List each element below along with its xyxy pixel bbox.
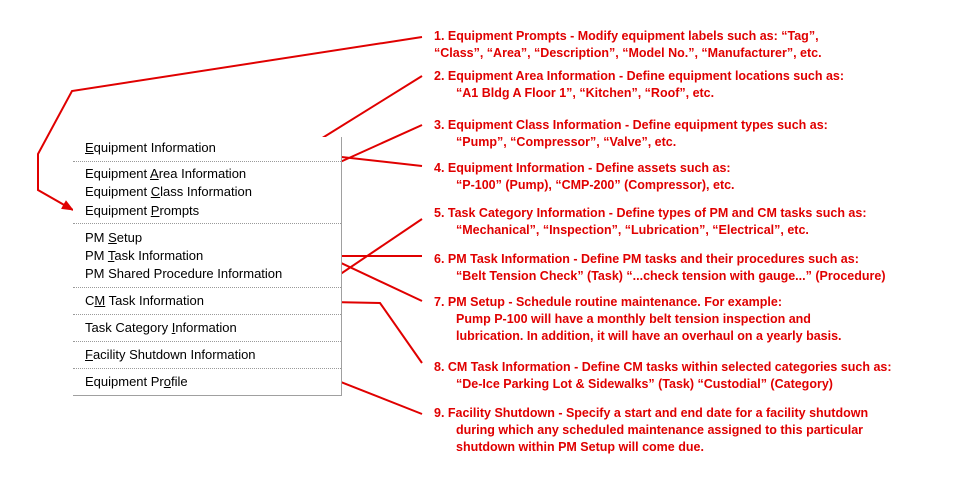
menu-separator — [73, 314, 341, 315]
context-menu — [73, 137, 342, 396]
menu-separator — [73, 161, 341, 162]
menu-item-equipment-area-information[interactable]: Equipment Area Information — [85, 166, 247, 181]
menu-item-equipment-class-information[interactable]: Equipment Class Information — [85, 184, 252, 199]
note-3-equipment-class: 3. Equipment Class Information - Define equipment types such as: “Pump”, “Compressor”, “Valve”, etc. — [434, 118, 828, 149]
menu-item-equipment-prompts[interactable]: Equipment Prompts — [85, 203, 200, 218]
menu-item-facility-shutdown-information[interactable]: Facility Shutdown Information — [85, 347, 256, 362]
note-5-task-category: 5. Task Category Information - Define types of PM and CM tasks such as: “Mechanical”, “Inspection”, “Lubrication”, “Electrical”, etc. — [434, 206, 867, 237]
menu-separator — [73, 287, 341, 288]
menu-separator — [73, 223, 341, 224]
note-4-equipment-information: 4. Equipment Information - Define assets such as: “P-100” (Pump), “CMP-200” (Compressor), etc. — [434, 161, 735, 192]
note-7-pm-setup: 7. PM Setup - Schedule routine maintenance. For example: Pump P-100 will have a monthly belt tension inspection and lubrication. In addition, it will have an overhaul on a yearly basis. — [434, 295, 842, 343]
menu-item-pm-shared-procedure-information[interactable]: PM Shared Procedure Information — [85, 266, 283, 281]
note-2-equipment-area: 2. Equipment Area Information - Define equipment locations such as: “A1 Bldg A Floor 1”, “Kitchen”, “Roof”, etc. — [434, 69, 845, 100]
menu-item-equipment-profile[interactable]: Equipment Profile — [85, 374, 188, 389]
menu-item-equipment-information[interactable]: Equipment Information — [85, 140, 216, 155]
menu-item-cm-task-information[interactable]: CM Task Information — [85, 293, 204, 308]
menu-item-pm-task-information[interactable]: PM Task Information — [85, 248, 204, 263]
menu-separator — [73, 341, 341, 342]
note-1-equipment-prompts: 1. Equipment Prompts - Modify equipment labels such as: “Tag”, “Class”, “Area”, “Description”, “Model No.”, “Manufacturer”, etc. — [434, 29, 822, 60]
note-6-pm-task: 6. PM Task Information - Define PM tasks and their procedures such as: “Belt Tension Check” (Task) “...check tension with gauge...” (Procedure) — [434, 252, 886, 283]
note-9-facility-shutdown: 9. Facility Shutdown - Specify a start and end date for a facility shutdown during which any scheduled maintenance assigned to this particular shutdown within PM Setup will come due. — [434, 406, 869, 454]
menu-item-pm-setup[interactable]: PM Setup — [85, 230, 143, 245]
note-8-cm-task: 8. CM Task Information - Define CM tasks within selected categories such as: “De-Ice Parking Lot & Sidewalks” (Task) “Custodial” (Category) — [434, 360, 892, 391]
menu-item-task-category-information[interactable]: Task Category Information — [85, 320, 237, 335]
menu-separator — [73, 368, 341, 369]
